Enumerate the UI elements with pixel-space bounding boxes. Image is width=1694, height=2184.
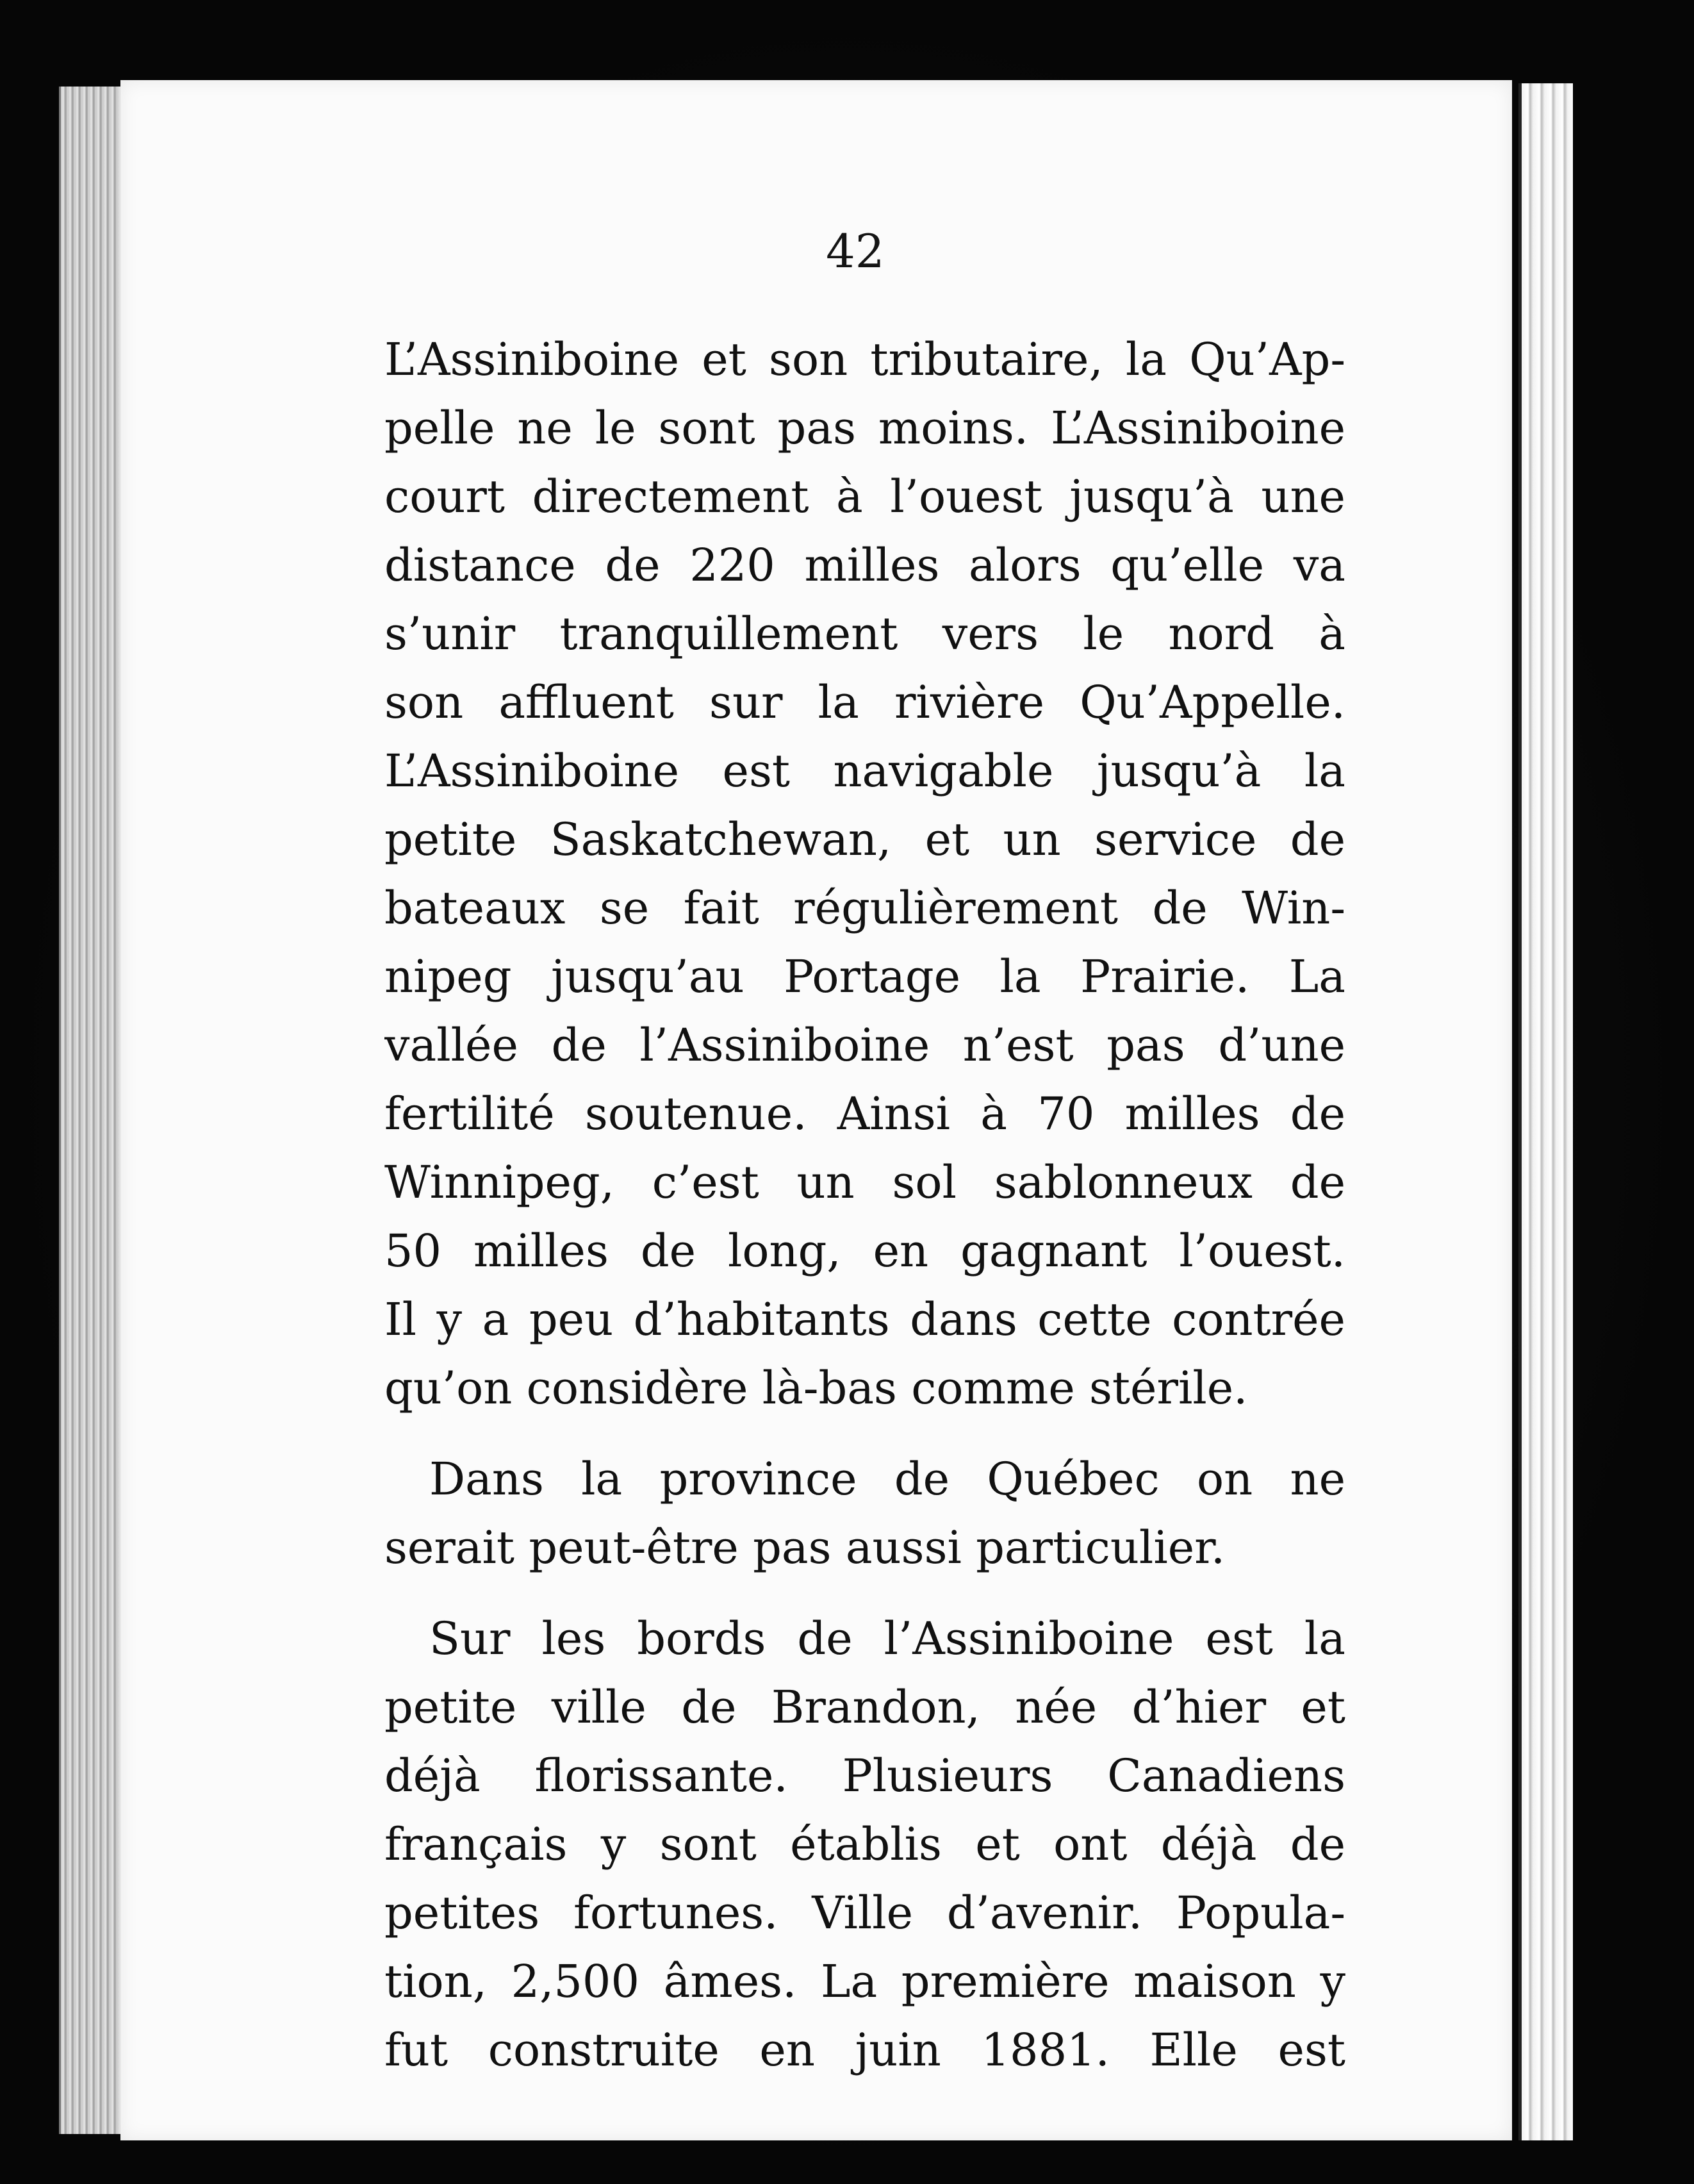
- text-line: fut construite en juin 1881. Elle est: [384, 2024, 1345, 2076]
- text-line: bateaux se fait régulièrement de Win-: [384, 882, 1345, 934]
- text-line: déjà florissante. Plusieurs Canadiens: [384, 1750, 1345, 1802]
- text-line: fertilité soutenue. Ainsi à 70 milles de: [384, 1088, 1345, 1140]
- text-line: s’unir tranquillement vers le nord à: [384, 608, 1345, 660]
- text-line: son affluent sur la rivière Qu’Appelle.: [384, 676, 1345, 729]
- text-line: serait peut-être pas aussi particulier.: [384, 1521, 1226, 1574]
- paragraph-1: [384, 326, 1345, 1423]
- paragraph-gap: [384, 1423, 1345, 1445]
- page-text: [384, 326, 1345, 2085]
- paragraph-3: [384, 1605, 1345, 2085]
- text-line: pelle ne le sont pas moins. L’Assiniboine: [384, 402, 1345, 454]
- book-page-edges-right: [1518, 83, 1573, 2140]
- text-line: Winnipeg, c’est un sol sablonneux de: [384, 1156, 1345, 1209]
- text-line: court directement à l’ouest jusqu’à une: [384, 470, 1345, 523]
- text-line: petites fortunes. Ville d’avenir. Popula-: [384, 1887, 1345, 1939]
- text-line: Dans la province de Québec on ne: [429, 1453, 1345, 1505]
- text-line: L’Assiniboine est navigable jusqu’à la: [384, 745, 1345, 797]
- paragraph-gap: [384, 1582, 1345, 1605]
- page-number: 42: [826, 224, 885, 278]
- text-line: L’Assiniboine et son tributaire, la Qu’Ap-: [384, 333, 1345, 386]
- text-line: petite Saskatchewan, et un service de: [384, 813, 1345, 866]
- text-line: qu’on considère là-bas comme stérile.: [384, 1362, 1248, 1414]
- text-line: tion, 2,500 âmes. La première maison y: [384, 1955, 1345, 2008]
- paragraph-2: [384, 1445, 1345, 1582]
- text-line: nipeg jusqu’au Portage la Prairie. La: [384, 950, 1345, 1003]
- text-line: vallée de l’Assiniboine n’est pas d’une: [384, 1019, 1345, 1071]
- text-line: français y sont établis et ont déjà de: [384, 1818, 1345, 1871]
- book-page-edges-left: [59, 87, 125, 2134]
- text-line: 50 milles de long, en gagnant l’ouest.: [384, 1225, 1345, 1277]
- text-line: petite ville de Brandon, née d’hier et: [384, 1681, 1345, 1733]
- text-line: Il y a peu d’habitants dans cette contrée: [384, 1293, 1345, 1346]
- text-line: distance de 220 milles alors qu’elle va: [384, 539, 1345, 592]
- text-line: Sur les bords de l’Assiniboine est la: [429, 1612, 1345, 1665]
